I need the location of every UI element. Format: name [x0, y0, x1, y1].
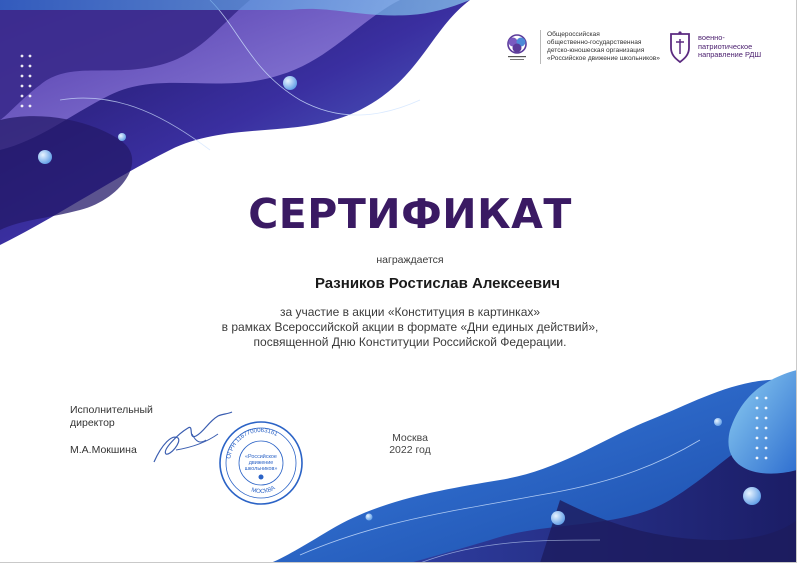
stamp-emblem-icon — [259, 475, 264, 480]
certificate-text — [0, 305, 797, 350]
recipient-name: Разников Ростислав Алексеевич — [314, 275, 561, 292]
svg-text:«Российское: «Российское — [245, 454, 277, 460]
city: Москва — [392, 432, 428, 444]
text-line: в рамках Всероссийской акции в формате «Дни единых действий», — [221, 320, 599, 334]
rdsh-logo — [500, 30, 675, 64]
logo-divider — [540, 30, 541, 64]
rdsh-emblem-icon — [500, 30, 534, 64]
year: 2022 год — [389, 444, 431, 456]
shield-icon — [668, 30, 692, 64]
text-line: посвященной Дню Конституции Российской Федерации. — [253, 335, 567, 349]
place-and-year — [384, 432, 436, 456]
svg-text:движение: движение — [248, 460, 274, 466]
awarded-label: награждается — [376, 254, 444, 266]
text-line: за участие в акции «Конституция в картинках» — [279, 305, 541, 319]
stamp-bottom-text: МОСКВА — [250, 485, 277, 496]
rdsh-org-name: Общероссийская общественно-государственная детско-юношеская организация «Российское движение школьников» — [547, 31, 660, 62]
military-patriotic-logo — [668, 30, 778, 64]
military-patriotic-label: военно- патриотическое направление РДШ — [698, 33, 762, 60]
official-stamp — [218, 420, 304, 506]
svg-text:школьников»: школьников» — [244, 466, 278, 472]
signatory-name: М.А.Мокшина — [70, 444, 137, 456]
stamp-ring-text: ОГРН 1167700063161 — [226, 427, 279, 460]
certificate-title: СЕРТИФИКАТ — [248, 190, 572, 238]
signatory-role: Исполнительный директор — [70, 404, 153, 429]
